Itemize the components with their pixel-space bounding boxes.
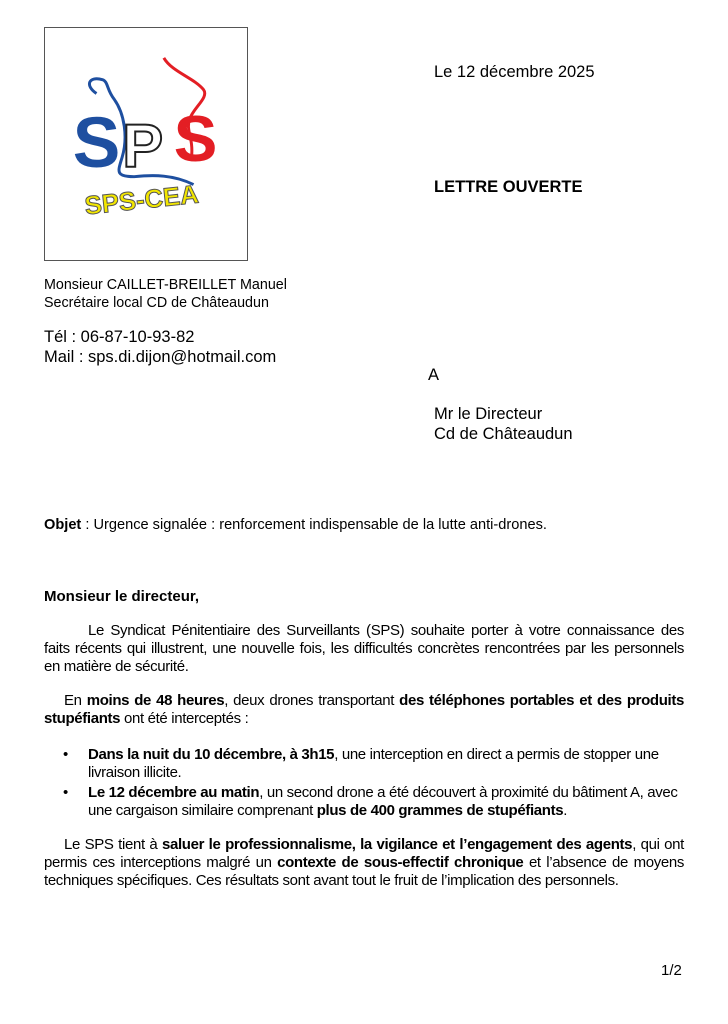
recipient-block <box>434 404 573 444</box>
contact-block <box>44 327 276 367</box>
recipient-prefix: A <box>428 366 440 384</box>
bold-run: plus de 400 grammes de stupéfiants <box>316 802 564 819</box>
greeting: Monsieur le directeur, <box>44 588 200 605</box>
bold-run: saluer le professionnalisme, la vigilance et l’engagement des agents <box>161 836 633 853</box>
paragraph-thanks <box>44 836 684 890</box>
bold-run: Le 12 décembre au matin <box>88 784 260 801</box>
logo-letter-s-red: S <box>173 101 218 175</box>
logo-subtitle: SPS-CEA <box>83 180 201 221</box>
bold-run: des téléphones portables et des produits stupéfiants <box>44 692 685 727</box>
list-item <box>44 784 684 820</box>
bold-run: contexte de sous-effectif chronique <box>277 854 524 871</box>
text-run: , qui ont permis ces interceptions malgré un <box>44 836 684 871</box>
recipient-line2: Cd de Châteaudun <box>434 425 573 443</box>
sender-block <box>44 276 287 312</box>
text-run: . <box>563 802 568 819</box>
sender-name: Monsieur CAILLET-BREILLET Manuel <box>44 277 287 293</box>
bullet-icon: • <box>63 784 68 801</box>
bold-run: Dans la nuit du 10 décembre, à 3h15 <box>88 746 335 763</box>
text-run: et l’absence de moyens techniques spécifiques. Ces résultats sont avant tout le fruit de l’implication des personnels. <box>44 854 684 889</box>
subject-line <box>44 517 547 533</box>
subject-label: Objet <box>44 517 82 533</box>
list-item <box>44 746 684 782</box>
sps-logo-graphic <box>45 28 247 260</box>
sender-role: Secrétaire local CD de Châteaudun <box>44 295 269 311</box>
text-run: , un second drone a été découvert à proximité du bâtiment A, avec une cargaison similaire comprenant <box>88 784 678 819</box>
text-run: En <box>64 692 87 709</box>
page-number: 1/2 <box>661 962 682 979</box>
bold-run: moins de 48 heures <box>86 692 225 709</box>
text-run: ont été interceptés : <box>120 710 249 727</box>
incident-list <box>44 746 684 822</box>
logo-letter-p: P <box>122 111 164 181</box>
paragraph-intro: Le Syndicat Pénitentiaire des Surveillants (SPS) souhaite porter à votre connaissance des faits récents qui illustrent, une nouvelle fois, les difficultés concrètes rencontrées par les personnels en matière de sécurité. <box>44 622 684 675</box>
text-run: , une interception en direct a permis de stopper une livraison illicite. <box>88 746 659 781</box>
letter-title: LETTRE OUVERTE <box>434 178 583 196</box>
text-run: , deux drones transportant <box>224 692 400 709</box>
paragraph-facts <box>44 692 684 728</box>
sender-phone: Tél : 06-87-10-93-82 <box>44 328 195 346</box>
bullet-icon: • <box>63 746 68 763</box>
logo-letter-s-blue: S <box>72 102 121 183</box>
text-run: Le SPS tient à <box>64 836 162 853</box>
sps-logo <box>44 27 248 261</box>
letter-date: Le 12 décembre 2025 <box>434 63 595 81</box>
sender-mail: Mail : sps.di.dijon@hotmail.com <box>44 348 277 366</box>
recipient-line1: Mr le Directeur <box>434 405 543 423</box>
subject-text: : Urgence signalée : renforcement indispensable de la lutte anti-drones. <box>81 517 547 533</box>
